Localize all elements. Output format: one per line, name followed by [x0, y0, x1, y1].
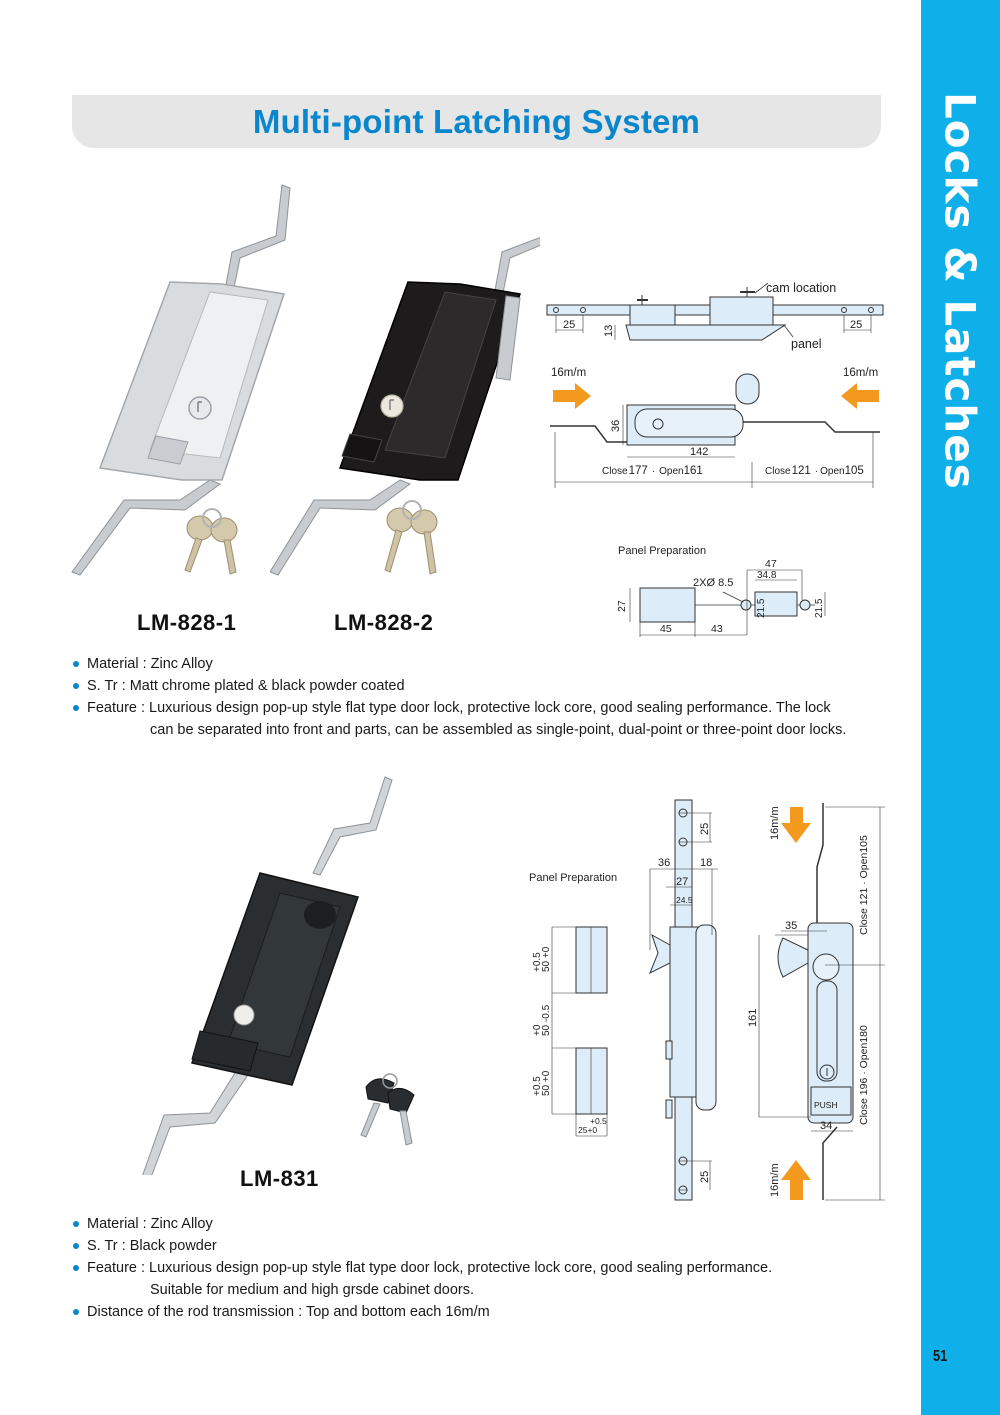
side-view-drawing — [545, 362, 890, 490]
arrow-right-label: 16m/m — [843, 367, 879, 379]
svg-text:25: 25 — [699, 1170, 711, 1183]
svg-text:36: 36 — [658, 857, 671, 869]
page-number: 51 — [933, 1348, 948, 1365]
spec-feature: Feature : Luxurious design pop-up style flat type door lock, protective lock core, good sealing performance. The lock — [72, 697, 846, 719]
svg-text:50 +0: 50 +0 — [541, 946, 552, 972]
svg-text:36: 36 — [610, 419, 622, 432]
svg-text:34.8: 34.8 — [757, 570, 777, 581]
spec-feature-continued: Suitable for medium and high grsde cabinet doors. — [150, 1282, 475, 1298]
arrow-up-icon — [781, 1160, 811, 1200]
spec-surface-treatment: S. Tr : Matt chrome plated & black powder coated — [72, 675, 846, 697]
arrow-left-icon — [841, 383, 879, 409]
panel-preparation-drawing-1 — [605, 540, 840, 640]
svg-text:35: 35 — [785, 920, 798, 932]
svg-text:25: 25 — [699, 822, 711, 835]
svg-text:25+0: 25+0 — [578, 1125, 598, 1135]
svg-text:50 -0.5: 50 -0.5 — [541, 1004, 552, 1036]
svg-text:161: 161 — [747, 1008, 759, 1027]
cam-location-label: cam location — [766, 281, 837, 295]
model-label-lm-828-2: LM-828-2 — [334, 610, 434, 635]
panel-label: panel — [791, 337, 822, 351]
spec-material: Material : Zinc Alloy — [72, 653, 846, 675]
bullet-icon — [73, 683, 79, 689]
arrow-right-icon — [553, 383, 591, 409]
push-label: PUSH — [814, 1100, 838, 1110]
arrow-top-label: 16m/m — [769, 806, 781, 840]
bullet-icon — [73, 1309, 79, 1315]
spec-material: Material : Zinc Alloy — [72, 1213, 772, 1235]
specs-section-2 — [72, 1213, 772, 1323]
arrow-left-label: 16m/m — [551, 367, 587, 379]
bullet-icon — [73, 1265, 79, 1271]
svg-text:2XØ 8.5: 2XØ 8.5 — [693, 577, 734, 589]
svg-text:43: 43 — [711, 623, 723, 635]
svg-text:45: 45 — [660, 623, 672, 635]
panel-prep-title-2: Panel Preparation — [529, 872, 618, 884]
svg-text:+0.5: +0.5 — [590, 1116, 607, 1126]
svg-text:47: 47 — [765, 558, 777, 570]
spec-feature-continued: can be separated into front and parts, can be assembled as single-point, dual-point or three-point door locks. — [150, 722, 847, 738]
svg-text:24.5: 24.5 — [676, 895, 693, 905]
bullet-icon — [73, 1221, 79, 1227]
svg-text:50 +0: 50 +0 — [541, 1070, 552, 1096]
svg-text:25: 25 — [850, 319, 863, 331]
svg-text:13: 13 — [603, 324, 615, 337]
panel-preparation-drawing-2 — [520, 860, 635, 1140]
specs-section-1 — [72, 653, 846, 741]
bullet-icon — [73, 661, 79, 667]
bullet-icon — [73, 705, 79, 711]
spec-rod-distance: Distance of the rod transmission : Top and bottom each 16m/m — [72, 1301, 772, 1323]
svg-text:Close 196 · Open180: Close 196 · Open180 — [858, 1025, 870, 1125]
svg-text:142: 142 — [690, 446, 709, 458]
spec-surface-treatment: S. Tr : Black powder — [72, 1235, 772, 1257]
header-band — [72, 95, 881, 148]
svg-text:Close177·Open161: Close177 · Open161 — [602, 465, 703, 477]
section-title-vertical: Locks & Latches — [935, 92, 985, 490]
svg-text:Close 121 · Open105: Close 121 · Open105 — [858, 835, 870, 935]
top-view-drawing — [540, 275, 890, 355]
side-view-drawing-2 — [745, 795, 895, 1205]
spec-feature: Feature : Luxurious design pop-up style flat type door lock, protective lock core, good sealing performance. — [72, 1257, 772, 1279]
svg-text:27: 27 — [676, 876, 689, 888]
model-label-lm-828-1: LM-828-1 — [137, 610, 237, 635]
svg-text:18: 18 — [700, 857, 713, 869]
arrow-bottom-label: 16m/m — [769, 1163, 781, 1197]
page-title: Multi-point Latching System — [252, 102, 701, 140]
svg-text:+0.5: +0.5 — [532, 952, 543, 972]
svg-text:+0: +0 — [532, 1024, 543, 1036]
svg-text:21.5: 21.5 — [756, 598, 767, 618]
svg-text:34: 34 — [820, 1120, 833, 1132]
svg-text:25: 25 — [563, 319, 576, 331]
svg-text:27: 27 — [616, 600, 628, 612]
panel-prep-title: Panel Preparation — [618, 545, 707, 557]
product-photo-lm-831 — [140, 775, 460, 1175]
arrow-down-icon — [781, 807, 811, 843]
svg-text:21.5: 21.5 — [814, 598, 825, 618]
model-label-lm-831: LM-831 — [240, 1166, 319, 1191]
svg-text:+0.5: +0.5 — [532, 1076, 543, 1096]
front-view-drawing-2 — [640, 795, 745, 1205]
bullet-icon — [73, 1243, 79, 1249]
svg-text:Close121·Open105: Close121 · Open105 — [765, 465, 864, 477]
product-photo-lm-828-2 — [270, 180, 540, 580]
